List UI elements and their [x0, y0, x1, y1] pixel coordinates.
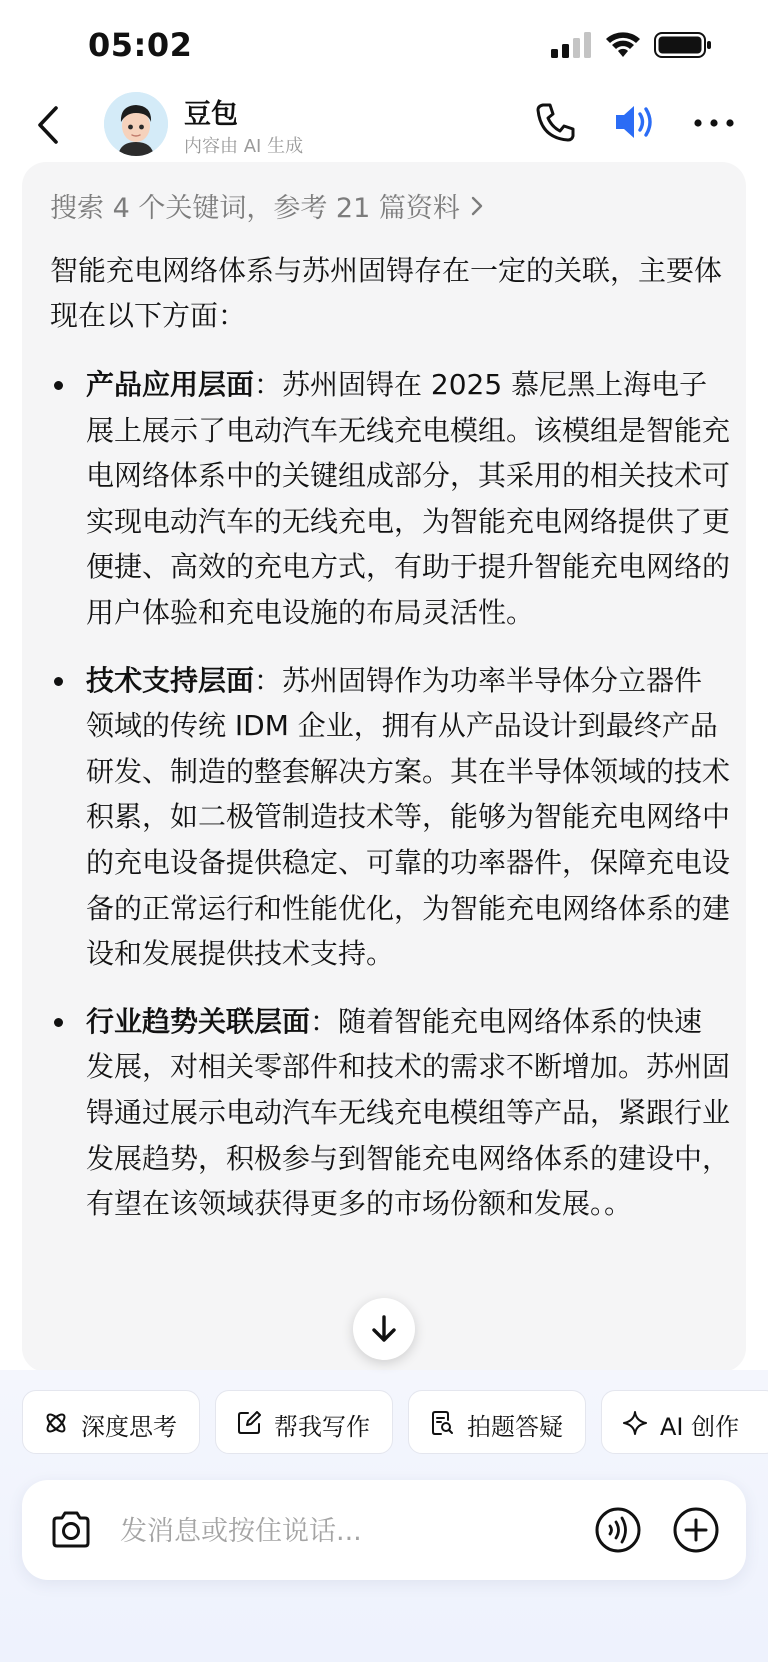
bot-message-bubble — [22, 162, 746, 1372]
point-label: 技术支持层面 — [86, 663, 255, 697]
point-text: 苏州固锝在 2025 慕尼黑上海电子展上展示了电动汽车无线充电模组。该模组是智能充电网络体系中的关键组成部分，其采用的相关技术可实现电动汽车的无线充电，为智能充电网络提供了更便捷、高效的充电方式，有助于提升智能充电网络的用户体验和充电设施的布局灵活性。 — [86, 368, 731, 629]
message-input[interactable] — [118, 1508, 542, 1554]
sparkle-icon — [622, 1410, 648, 1436]
arrow-down-icon — [370, 1314, 398, 1344]
chip-label: 拍题答疑 — [467, 1413, 563, 1441]
point-label: 产品应用层面 — [86, 368, 255, 401]
message-input-bar — [22, 1480, 746, 1580]
help-write-button[interactable] — [215, 1390, 393, 1454]
chip-label: 帮我写作 — [274, 1413, 370, 1441]
phone-call-icon[interactable] — [534, 100, 578, 144]
point-label: 行业趋势关联层面 — [86, 1004, 311, 1038]
search-doc-icon — [429, 1410, 455, 1436]
edit-icon — [236, 1410, 262, 1436]
chat-header — [0, 88, 768, 162]
chip-label: AI 创作 — [660, 1413, 740, 1441]
bullet-dot — [54, 381, 63, 390]
bot-avatar[interactable] — [104, 92, 168, 156]
point-separator: ： — [310, 1004, 339, 1038]
list-item — [50, 999, 730, 1227]
plus-icon[interactable] — [672, 1506, 720, 1554]
list-item — [50, 658, 730, 977]
point-text: 苏州固锝作为功率半导体分立器件领域的传统 IDM 企业，拥有从产品设计到最终产品研发、制造的整套解决方案。其在半导体领域的技术积累，如二极管制造技术等，能够为智能充电网络中的充电设备提供稳定、可靠的功率器件，保障充电设备的正常运行和性能优化，为智能充电网络体系的建设和发展提供技术支持。 — [86, 663, 731, 971]
more-options-icon[interactable] — [692, 108, 736, 138]
bullet-dot — [54, 677, 63, 686]
status-bar — [0, 0, 768, 88]
chevron-right-icon — [470, 195, 484, 217]
avatar-boy-icon — [104, 92, 168, 156]
composer-area — [0, 1370, 768, 1662]
quick-actions — [22, 1390, 768, 1458]
voice-input-icon[interactable] — [594, 1506, 642, 1554]
camera-icon[interactable] — [48, 1507, 94, 1553]
search-summary-text: 搜索 4 个关键词，参考 21 篇资料 — [50, 193, 460, 224]
message-intro: 智能充电网络体系与苏州固锝存在一定的关联，主要体现在以下方面： — [50, 254, 723, 332]
atom-icon — [43, 1410, 69, 1436]
speaker-icon[interactable] — [612, 100, 658, 144]
ai-create-button[interactable] — [601, 1390, 768, 1454]
ai-generated-notice: 内容由 AI 生成 — [184, 136, 304, 157]
battery-icon — [654, 31, 712, 59]
cellular-signal-icon — [551, 32, 595, 58]
wifi-icon — [604, 30, 642, 58]
chip-label: 深度思考 — [81, 1413, 177, 1441]
back-chevron-icon[interactable] — [28, 100, 70, 150]
photo-question-button[interactable] — [408, 1390, 586, 1454]
status-time: 05:02 — [88, 26, 193, 64]
deep-think-button[interactable] — [22, 1390, 200, 1454]
bullet-dot — [54, 1018, 63, 1027]
scroll-to-bottom-button[interactable] — [353, 1298, 415, 1360]
search-sources-link[interactable] — [50, 186, 484, 225]
bot-name: 豆包 — [184, 99, 238, 130]
point-text: 随着智能充电网络体系的快速发展，对相关零部件和技术的需求不断增加。苏州固锝通过展示电动汽车无线充电模组等产品，紧跟行业发展趋势，积极参与到智能充电网络体系的建设中，有望在该领域获得更多的市场份额和发展。。 — [86, 1004, 731, 1221]
point-separator: ： — [254, 368, 283, 401]
list-item — [50, 362, 730, 636]
answer-points — [50, 362, 730, 1249]
point-separator: ： — [254, 663, 283, 697]
